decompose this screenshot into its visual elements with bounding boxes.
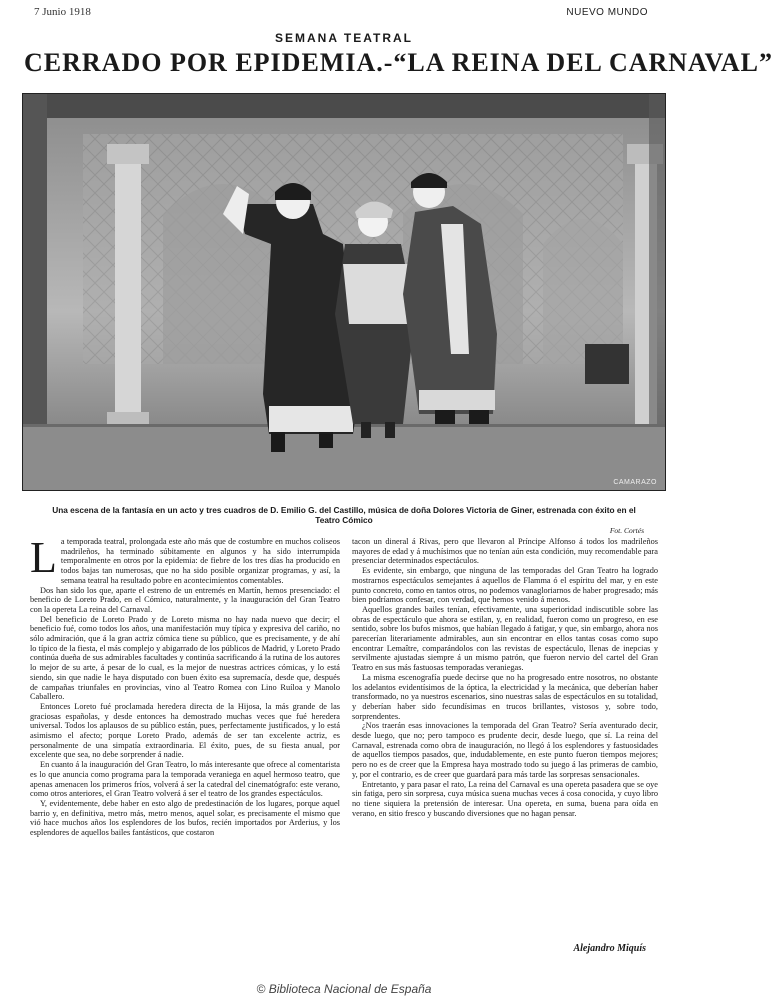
paragraph: Aquellos grandes bailes tenían, efectivamente, una superioridad indiscutible sobre las obras de espectáculo que ahora se estilan, y, en realidad, fueron como un progreso, en ese sentido, sobre los bufos mismos, que habían llegado á fatigar, y que, sin embargo, ahora nos parecerían literariamente admirables, aun sin encontrar en ellos tantas cosas como supo encontrar Lemaître, comparándolos con las revistas de espectáculo, llenas de inepcias y servilmente ajustadas siempre á un mismo patrón, que fueron nervio del cartel del Gran Teatro en sus más fastuosas temporadas veraniegas.	[352, 604, 658, 673]
paragraph: tacon un dineral á Rivas, pero que llevaron al Príncipe Alfonso á todos los madrileños mayores de edad y á muchísimos que no tenían aún esta condición, muy recomendable para presenciar determinados espectáculos.	[352, 537, 658, 566]
paragraph: Del beneficio de Loreto Prado y de Loreto misma no hay nada nuevo que decir; el beneficio fué, como todos los años, una manifestación muy típica y expresiva del cariño, no sólo admiración, que á la gran actriz cómica tiene su público, que es precisamente, y de ahí lo típico de la fiesta, el más complejo y abigarrado de los públicos de Madrid, y Loreto Prado continúa dueña de sus admirables facultades y continúa sacrificando á la rutina de los autores lo mejor de su arte, á pesar de lo cual, es la mejor de nuestras actrices cómicas, y lo está siendo, sin que nadie le haya disputado con buen éxito esa supremacía, desde que, después de campañas triunfales en provincias, vino al Teatro Romea con Lino Ruíloa y Manolo Caballero.	[30, 614, 340, 702]
magazine-name: NUEVO MUNDO	[566, 7, 648, 18]
library-copyright: © Biblioteca Nacional de España	[256, 982, 432, 996]
dropcap: L	[30, 533, 57, 582]
photo-credit-mark: CAMARAZO	[613, 479, 657, 486]
photo-credit: Fot. Cortés	[609, 526, 644, 535]
headline: CERRADO POR EPIDEMIA.-“LA REINA DEL CARNAVAL”	[24, 48, 773, 77]
stage-photo-illustration	[23, 94, 665, 490]
paragraph: Entretanto, y para pasar el rato, La reina del Carnaval es una opereta pasadera que se oye sin fatiga, pero sin sorpresa, cuya música suena muchas veces á cosa conocida, y cuyo libro no tiene siquiera la pretensión de interesar. Una opereta, en suma, buena para oída en verano, en sitio fresco y buscando diversiones que no hagan pensar.	[352, 779, 658, 818]
photo-caption: Una escena de la fantasía en un acto y tres cuadros de D. Emilio G. del Castillo, música de doña Dolores Victoria de Giner, estrenada con éxito en el Teatro Cómico	[52, 505, 636, 525]
paragraph: En cuanto á la inauguración del Gran Teatro, lo más interesante que ofrece al comentarista es lo que anuncia como programa para la temporada veraniega en aquel hermoso teatro, que apenas amenacen los primeros fríos, volverá á ser la catedral del cinematógrafo: este verano, como otros anteriores, el Gran Teatro volverá á ser el teatro de los grandes espectáculos.	[30, 760, 340, 799]
paragraph: Entonces Loreto fué proclamada heredera directa de la Hijosa, la más grande de las graciosas españolas, y desde entonces ha demostrado muchas veces que fué heredera universal. Todos los aplausos de su público están, pues, perfectamente justificados, y lo está asimismo el afecto; porque Loreto Prado, además de ser tan excelente actriz, es personalmente de una simpatía extraordinaria. El éxito, pues, de su fiesta anual, por excelente que sea, no debe sorprender á nadie.	[30, 701, 340, 760]
stage-photo	[22, 93, 666, 491]
page-date: 7 Junio 1918	[34, 6, 91, 18]
paragraph: La temporada teatral, prolongada este año más que de costumbre en muchos coliseos madrileños, ha terminado súbitamente en algunos y ha sido interrumpida temporalmente en otros por la epidemia: de fiebre de los tres días ha producido en todos bajas tan numerosas, que no ha sido posible organizar programas, y así, la semana teatral ha resultado pobre en acontecimientos comentables.	[30, 533, 340, 585]
article-column-right	[352, 537, 658, 818]
paragraph: La misma escenografía puede decirse que no ha progresado entre nosotros, no obstante los adelantos evidentísimos de la óptica, la electricidad y la mecánica, que deberían haber transformado, no ya nuestros escenarios, sino nuestras salas de espectáculos en su totalidad, y deberían haber sido fecundísimas en trucos brillantes, vistosos y, sobre todo, sorprendentes.	[352, 672, 658, 721]
section-title: SEMANA TEATRAL	[275, 31, 413, 45]
paragraph: ¿Nos traerán esas innovaciones la temporada del Gran Teatro? Sería aventurado decir, desde luego, que no; pero tampoco es prudente decir, desde luego, que sí. La reina del Carnaval, estrenada como obra de inauguración, no llegó á los esplendores y fastuosidades de aquellos tiempos pasados, que, indudablemente, en este punto fueron tiempos mejores; pero no es de creer que la Empresa haya mostrado todo su juego á las primeras de cambio, y, por el contrario, es de creer que guardará para más tarde las sorpresas sensacionales.	[352, 721, 658, 779]
article-column-left	[30, 533, 340, 838]
author-signature: Alejandro Miquís	[573, 943, 646, 954]
paragraph: Dos han sido los que, aparte el estreno de un entremés en Martín, hemos presenciado: el beneficio de Loreto Prado, en el Cómico, naturalmente, y la inauguración del Gran Teatro con la opereta La reina del Carnaval.	[30, 585, 340, 614]
paragraph: Y, evidentemente, debe haber en esto algo de predestinación de los lugares, porque aquel barrio y, en definitiva, metro más, metro menos, aquel solar, es precisamente el mismo que vió hace muchos años los esplendores de los bufos, recién importados por Arderius, y los esplendores de aquellos bailes fantásticos, que costaron	[30, 798, 340, 838]
paragraph: Es evidente, sin embargo, que ninguna de las temporadas del Gran Teatro ha logrado mostrarnos espectáculos semejantes á aquellos de Flamma ó el espíritu del mar, y en este punto concreto, como en tantos otros, no podemos vanagloriarnos de haber progresado; más bien podríamos confesar, con verdad, que hemos venido á menos.	[352, 566, 658, 605]
